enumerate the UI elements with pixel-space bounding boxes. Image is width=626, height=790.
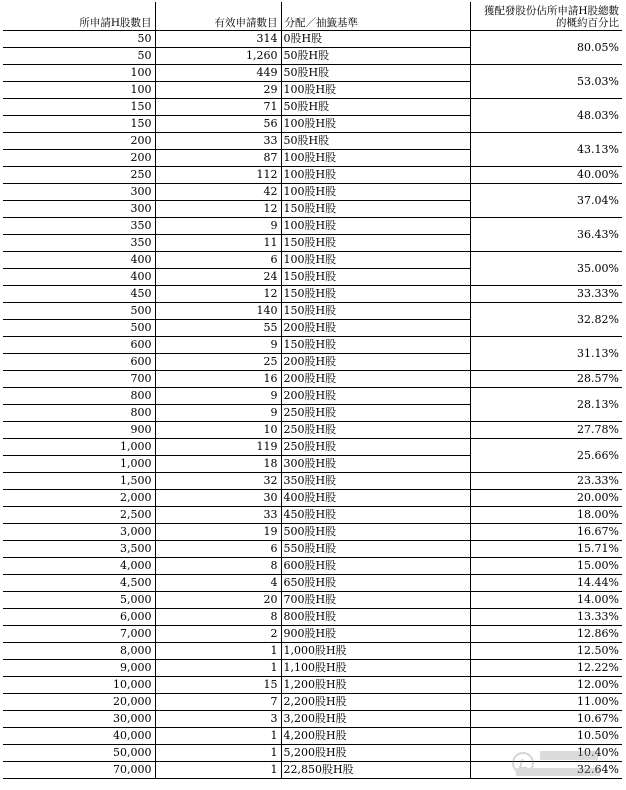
allotment-basis-cell: 200股H股 xyxy=(281,371,470,388)
applied-shares-cell: 50 xyxy=(3,48,155,65)
allotted-percentage-cell: 23.33% xyxy=(470,473,622,490)
applied-shares-cell: 2,500 xyxy=(3,507,155,524)
applied-shares-cell: 3,000 xyxy=(3,524,155,541)
allotment-basis-cell: 50股H股 xyxy=(281,133,470,150)
valid-applications-cell: 19 xyxy=(155,524,281,541)
valid-applications-cell: 1 xyxy=(155,745,281,762)
allotment-basis-cell: 100股H股 xyxy=(281,150,470,167)
allotment-basis-cell: 150股H股 xyxy=(281,269,470,286)
valid-applications-cell: 42 xyxy=(155,184,281,201)
table-row xyxy=(3,626,622,643)
valid-applications-cell: 1 xyxy=(155,728,281,745)
applied-shares-cell: 200 xyxy=(3,133,155,150)
applied-shares-cell: 10,000 xyxy=(3,677,155,694)
allotted-percentage-cell: 16.67% xyxy=(470,524,622,541)
allotment-basis-cell: 350股H股 xyxy=(281,473,470,490)
allotted-percentage-cell: 27.78% xyxy=(470,422,622,439)
allotment-basis-cell: 200股H股 xyxy=(281,354,470,371)
table-row xyxy=(3,677,622,694)
allotted-percentage-cell: 32.82% xyxy=(470,303,622,337)
valid-applications-cell: 449 xyxy=(155,65,281,82)
allotted-percentage-cell: 10.67% xyxy=(470,711,622,728)
applied-shares-cell: 400 xyxy=(3,269,155,286)
table-row xyxy=(3,575,622,592)
table-row xyxy=(3,337,622,354)
valid-applications-cell: 32 xyxy=(155,473,281,490)
allotment-table xyxy=(3,2,622,779)
valid-applications-cell: 12 xyxy=(155,286,281,303)
table-row xyxy=(3,541,622,558)
valid-applications-cell: 140 xyxy=(155,303,281,320)
table-row xyxy=(3,728,622,745)
valid-applications-cell: 4 xyxy=(155,575,281,592)
applied-shares-cell: 70,000 xyxy=(3,762,155,779)
allotted-percentage-cell: 14.44% xyxy=(470,575,622,592)
allotted-percentage-cell: 12.86% xyxy=(470,626,622,643)
allotted-percentage-cell: 40.00% xyxy=(470,167,622,184)
applied-shares-cell: 20,000 xyxy=(3,694,155,711)
allotment-basis-cell: 100股H股 xyxy=(281,116,470,133)
allotment-basis-cell: 300股H股 xyxy=(281,456,470,473)
valid-applications-cell: 33 xyxy=(155,507,281,524)
header-valid-applications: 有效申請數目 xyxy=(155,2,281,31)
table-row xyxy=(3,65,622,82)
table-row xyxy=(3,371,622,388)
table-row xyxy=(3,660,622,677)
valid-applications-cell: 30 xyxy=(155,490,281,507)
table-row xyxy=(3,490,622,507)
table-row xyxy=(3,422,622,439)
valid-applications-cell: 314 xyxy=(155,31,281,48)
allotment-basis-cell: 4,200股H股 xyxy=(281,728,470,745)
applied-shares-cell: 800 xyxy=(3,388,155,405)
allotted-percentage-cell: 10.50% xyxy=(470,728,622,745)
valid-applications-cell: 10 xyxy=(155,422,281,439)
table-row xyxy=(3,473,622,490)
allotment-basis-cell: 2,200股H股 xyxy=(281,694,470,711)
allotted-percentage-cell: 10.40% xyxy=(470,745,622,762)
allotment-basis-cell: 650股H股 xyxy=(281,575,470,592)
table-row xyxy=(3,592,622,609)
table-row xyxy=(3,524,622,541)
allotted-percentage-cell: 15.71% xyxy=(470,541,622,558)
applied-shares-cell: 100 xyxy=(3,65,155,82)
table-row xyxy=(3,711,622,728)
allotment-basis-cell: 1,000股H股 xyxy=(281,643,470,660)
allotted-percentage-cell: 53.03% xyxy=(470,65,622,99)
allotment-basis-cell: 50股H股 xyxy=(281,65,470,82)
valid-applications-cell: 8 xyxy=(155,558,281,575)
allotment-basis-cell: 450股H股 xyxy=(281,507,470,524)
allotted-percentage-cell: 12.22% xyxy=(470,660,622,677)
table-row xyxy=(3,167,622,184)
table-row xyxy=(3,218,622,235)
allotment-basis-cell: 1,200股H股 xyxy=(281,677,470,694)
allotment-basis-cell: 250股H股 xyxy=(281,422,470,439)
applied-shares-cell: 300 xyxy=(3,201,155,218)
allotment-basis-cell: 250股H股 xyxy=(281,405,470,422)
valid-applications-cell: 9 xyxy=(155,388,281,405)
valid-applications-cell: 11 xyxy=(155,235,281,252)
valid-applications-cell: 6 xyxy=(155,252,281,269)
valid-applications-cell: 8 xyxy=(155,609,281,626)
valid-applications-cell: 1 xyxy=(155,643,281,660)
table-row xyxy=(3,762,622,779)
allotment-basis-cell: 250股H股 xyxy=(281,439,470,456)
table-row xyxy=(3,609,622,626)
header-allotment-basis: 分配／抽籤基準 xyxy=(281,2,470,31)
valid-applications-cell: 9 xyxy=(155,405,281,422)
allotted-percentage-cell: 28.13% xyxy=(470,388,622,422)
valid-applications-cell: 9 xyxy=(155,337,281,354)
allotment-basis-cell: 150股H股 xyxy=(281,201,470,218)
applied-shares-cell: 1,000 xyxy=(3,439,155,456)
valid-applications-cell: 12 xyxy=(155,201,281,218)
allotment-basis-cell: 100股H股 xyxy=(281,252,470,269)
table-row xyxy=(3,388,622,405)
allotted-percentage-cell: 20.00% xyxy=(470,490,622,507)
allotted-percentage-cell: 43.13% xyxy=(470,133,622,167)
allotted-percentage-cell: 32.64% xyxy=(470,762,622,779)
allotment-basis-cell: 200股H股 xyxy=(281,388,470,405)
allotment-basis-cell: 150股H股 xyxy=(281,303,470,320)
allotment-basis-cell: 1,100股H股 xyxy=(281,660,470,677)
applied-shares-cell: 350 xyxy=(3,218,155,235)
valid-applications-cell: 18 xyxy=(155,456,281,473)
allotment-basis-cell: 700股H股 xyxy=(281,592,470,609)
applied-shares-cell: 9,000 xyxy=(3,660,155,677)
applied-shares-cell: 1,500 xyxy=(3,473,155,490)
valid-applications-cell: 25 xyxy=(155,354,281,371)
allotment-basis-cell: 800股H股 xyxy=(281,609,470,626)
applied-shares-cell: 3,500 xyxy=(3,541,155,558)
applied-shares-cell: 450 xyxy=(3,286,155,303)
allotment-table-body xyxy=(3,31,622,779)
valid-applications-cell: 24 xyxy=(155,269,281,286)
valid-applications-cell: 33 xyxy=(155,133,281,150)
allotment-basis-cell: 100股H股 xyxy=(281,82,470,99)
allotted-percentage-cell: 12.00% xyxy=(470,677,622,694)
applied-shares-cell: 1,000 xyxy=(3,456,155,473)
allotment-basis-cell: 100股H股 xyxy=(281,218,470,235)
valid-applications-cell: 71 xyxy=(155,99,281,116)
allotment-basis-cell: 100股H股 xyxy=(281,167,470,184)
valid-applications-cell: 3 xyxy=(155,711,281,728)
applied-shares-cell: 50 xyxy=(3,31,155,48)
allotted-percentage-cell: 12.50% xyxy=(470,643,622,660)
allotted-percentage-cell: 36.43% xyxy=(470,218,622,252)
allotted-percentage-cell: 14.00% xyxy=(470,592,622,609)
applied-shares-cell: 600 xyxy=(3,354,155,371)
applied-shares-cell: 600 xyxy=(3,337,155,354)
applied-shares-cell: 30,000 xyxy=(3,711,155,728)
allotment-basis-cell: 150股H股 xyxy=(281,286,470,303)
valid-applications-cell: 1 xyxy=(155,762,281,779)
valid-applications-cell: 15 xyxy=(155,677,281,694)
allotment-basis-cell: 5,200股H股 xyxy=(281,745,470,762)
allotted-percentage-cell: 33.33% xyxy=(470,286,622,303)
allotment-basis-cell: 50股H股 xyxy=(281,48,470,65)
valid-applications-cell: 119 xyxy=(155,439,281,456)
table-row xyxy=(3,643,622,660)
allotted-percentage-cell: 15.00% xyxy=(470,558,622,575)
valid-applications-cell: 6 xyxy=(155,541,281,558)
applied-shares-cell: 500 xyxy=(3,320,155,337)
valid-applications-cell: 56 xyxy=(155,116,281,133)
header-row xyxy=(3,2,622,31)
allotment-basis-cell: 600股H股 xyxy=(281,558,470,575)
applied-shares-cell: 50,000 xyxy=(3,745,155,762)
applied-shares-cell: 4,500 xyxy=(3,575,155,592)
valid-applications-cell: 16 xyxy=(155,371,281,388)
applied-shares-cell: 100 xyxy=(3,82,155,99)
valid-applications-cell: 29 xyxy=(155,82,281,99)
allotment-basis-cell: 900股H股 xyxy=(281,626,470,643)
allotted-percentage-cell: 80.05% xyxy=(470,31,622,65)
applied-shares-cell: 2,000 xyxy=(3,490,155,507)
applied-shares-cell: 250 xyxy=(3,167,155,184)
valid-applications-cell: 20 xyxy=(155,592,281,609)
applied-shares-cell: 200 xyxy=(3,150,155,167)
allotment-basis-cell: 150股H股 xyxy=(281,337,470,354)
table-row xyxy=(3,507,622,524)
allotted-percentage-cell: 31.13% xyxy=(470,337,622,371)
valid-applications-cell: 7 xyxy=(155,694,281,711)
allotment-basis-cell: 100股H股 xyxy=(281,184,470,201)
allotted-percentage-cell: 13.33% xyxy=(470,609,622,626)
allotted-percentage-cell: 35.00% xyxy=(470,252,622,286)
applied-shares-cell: 6,000 xyxy=(3,609,155,626)
allotment-basis-cell: 500股H股 xyxy=(281,524,470,541)
allotted-percentage-cell: 48.03% xyxy=(470,99,622,133)
allotted-percentage-cell: 11.00% xyxy=(470,694,622,711)
allotted-percentage-cell: 18.00% xyxy=(470,507,622,524)
applied-shares-cell: 8,000 xyxy=(3,643,155,660)
valid-applications-cell: 1 xyxy=(155,660,281,677)
table-row xyxy=(3,558,622,575)
allotted-percentage-cell: 37.04% xyxy=(470,184,622,218)
applied-shares-cell: 350 xyxy=(3,235,155,252)
table-row xyxy=(3,99,622,116)
applied-shares-cell: 4,000 xyxy=(3,558,155,575)
table-row xyxy=(3,286,622,303)
applied-shares-cell: 150 xyxy=(3,116,155,133)
allotment-basis-cell: 400股H股 xyxy=(281,490,470,507)
applied-shares-cell: 7,000 xyxy=(3,626,155,643)
table-row xyxy=(3,439,622,456)
valid-applications-cell: 1,260 xyxy=(155,48,281,65)
applied-shares-cell: 400 xyxy=(3,252,155,269)
table-row xyxy=(3,745,622,762)
valid-applications-cell: 55 xyxy=(155,320,281,337)
allotment-basis-cell: 200股H股 xyxy=(281,320,470,337)
valid-applications-cell: 112 xyxy=(155,167,281,184)
header-applied-shares: 所申請H股數目 xyxy=(3,2,155,31)
valid-applications-cell: 2 xyxy=(155,626,281,643)
valid-applications-cell: 87 xyxy=(155,150,281,167)
table-row xyxy=(3,31,622,48)
table-row xyxy=(3,303,622,320)
header-allotted-percentage: 獲配發股份佔所申請H股總數的概約百分比 xyxy=(470,2,622,31)
allotment-basis-cell: 22,850股H股 xyxy=(281,762,470,779)
allotted-percentage-cell: 28.57% xyxy=(470,371,622,388)
applied-shares-cell: 900 xyxy=(3,422,155,439)
applied-shares-cell: 800 xyxy=(3,405,155,422)
applied-shares-cell: 40,000 xyxy=(3,728,155,745)
allotment-basis-cell: 150股H股 xyxy=(281,235,470,252)
allotment-basis-cell: 3,200股H股 xyxy=(281,711,470,728)
applied-shares-cell: 700 xyxy=(3,371,155,388)
valid-applications-cell: 9 xyxy=(155,218,281,235)
allotment-basis-cell: 50股H股 xyxy=(281,99,470,116)
applied-shares-cell: 300 xyxy=(3,184,155,201)
table-row xyxy=(3,184,622,201)
allotment-basis-cell: 550股H股 xyxy=(281,541,470,558)
applied-shares-cell: 5,000 xyxy=(3,592,155,609)
table-row xyxy=(3,252,622,269)
applied-shares-cell: 150 xyxy=(3,99,155,116)
applied-shares-cell: 500 xyxy=(3,303,155,320)
allotment-basis-cell: 0股H股 xyxy=(281,31,470,48)
allotted-percentage-cell: 25.66% xyxy=(470,439,622,473)
table-row xyxy=(3,694,622,711)
table-row xyxy=(3,133,622,150)
